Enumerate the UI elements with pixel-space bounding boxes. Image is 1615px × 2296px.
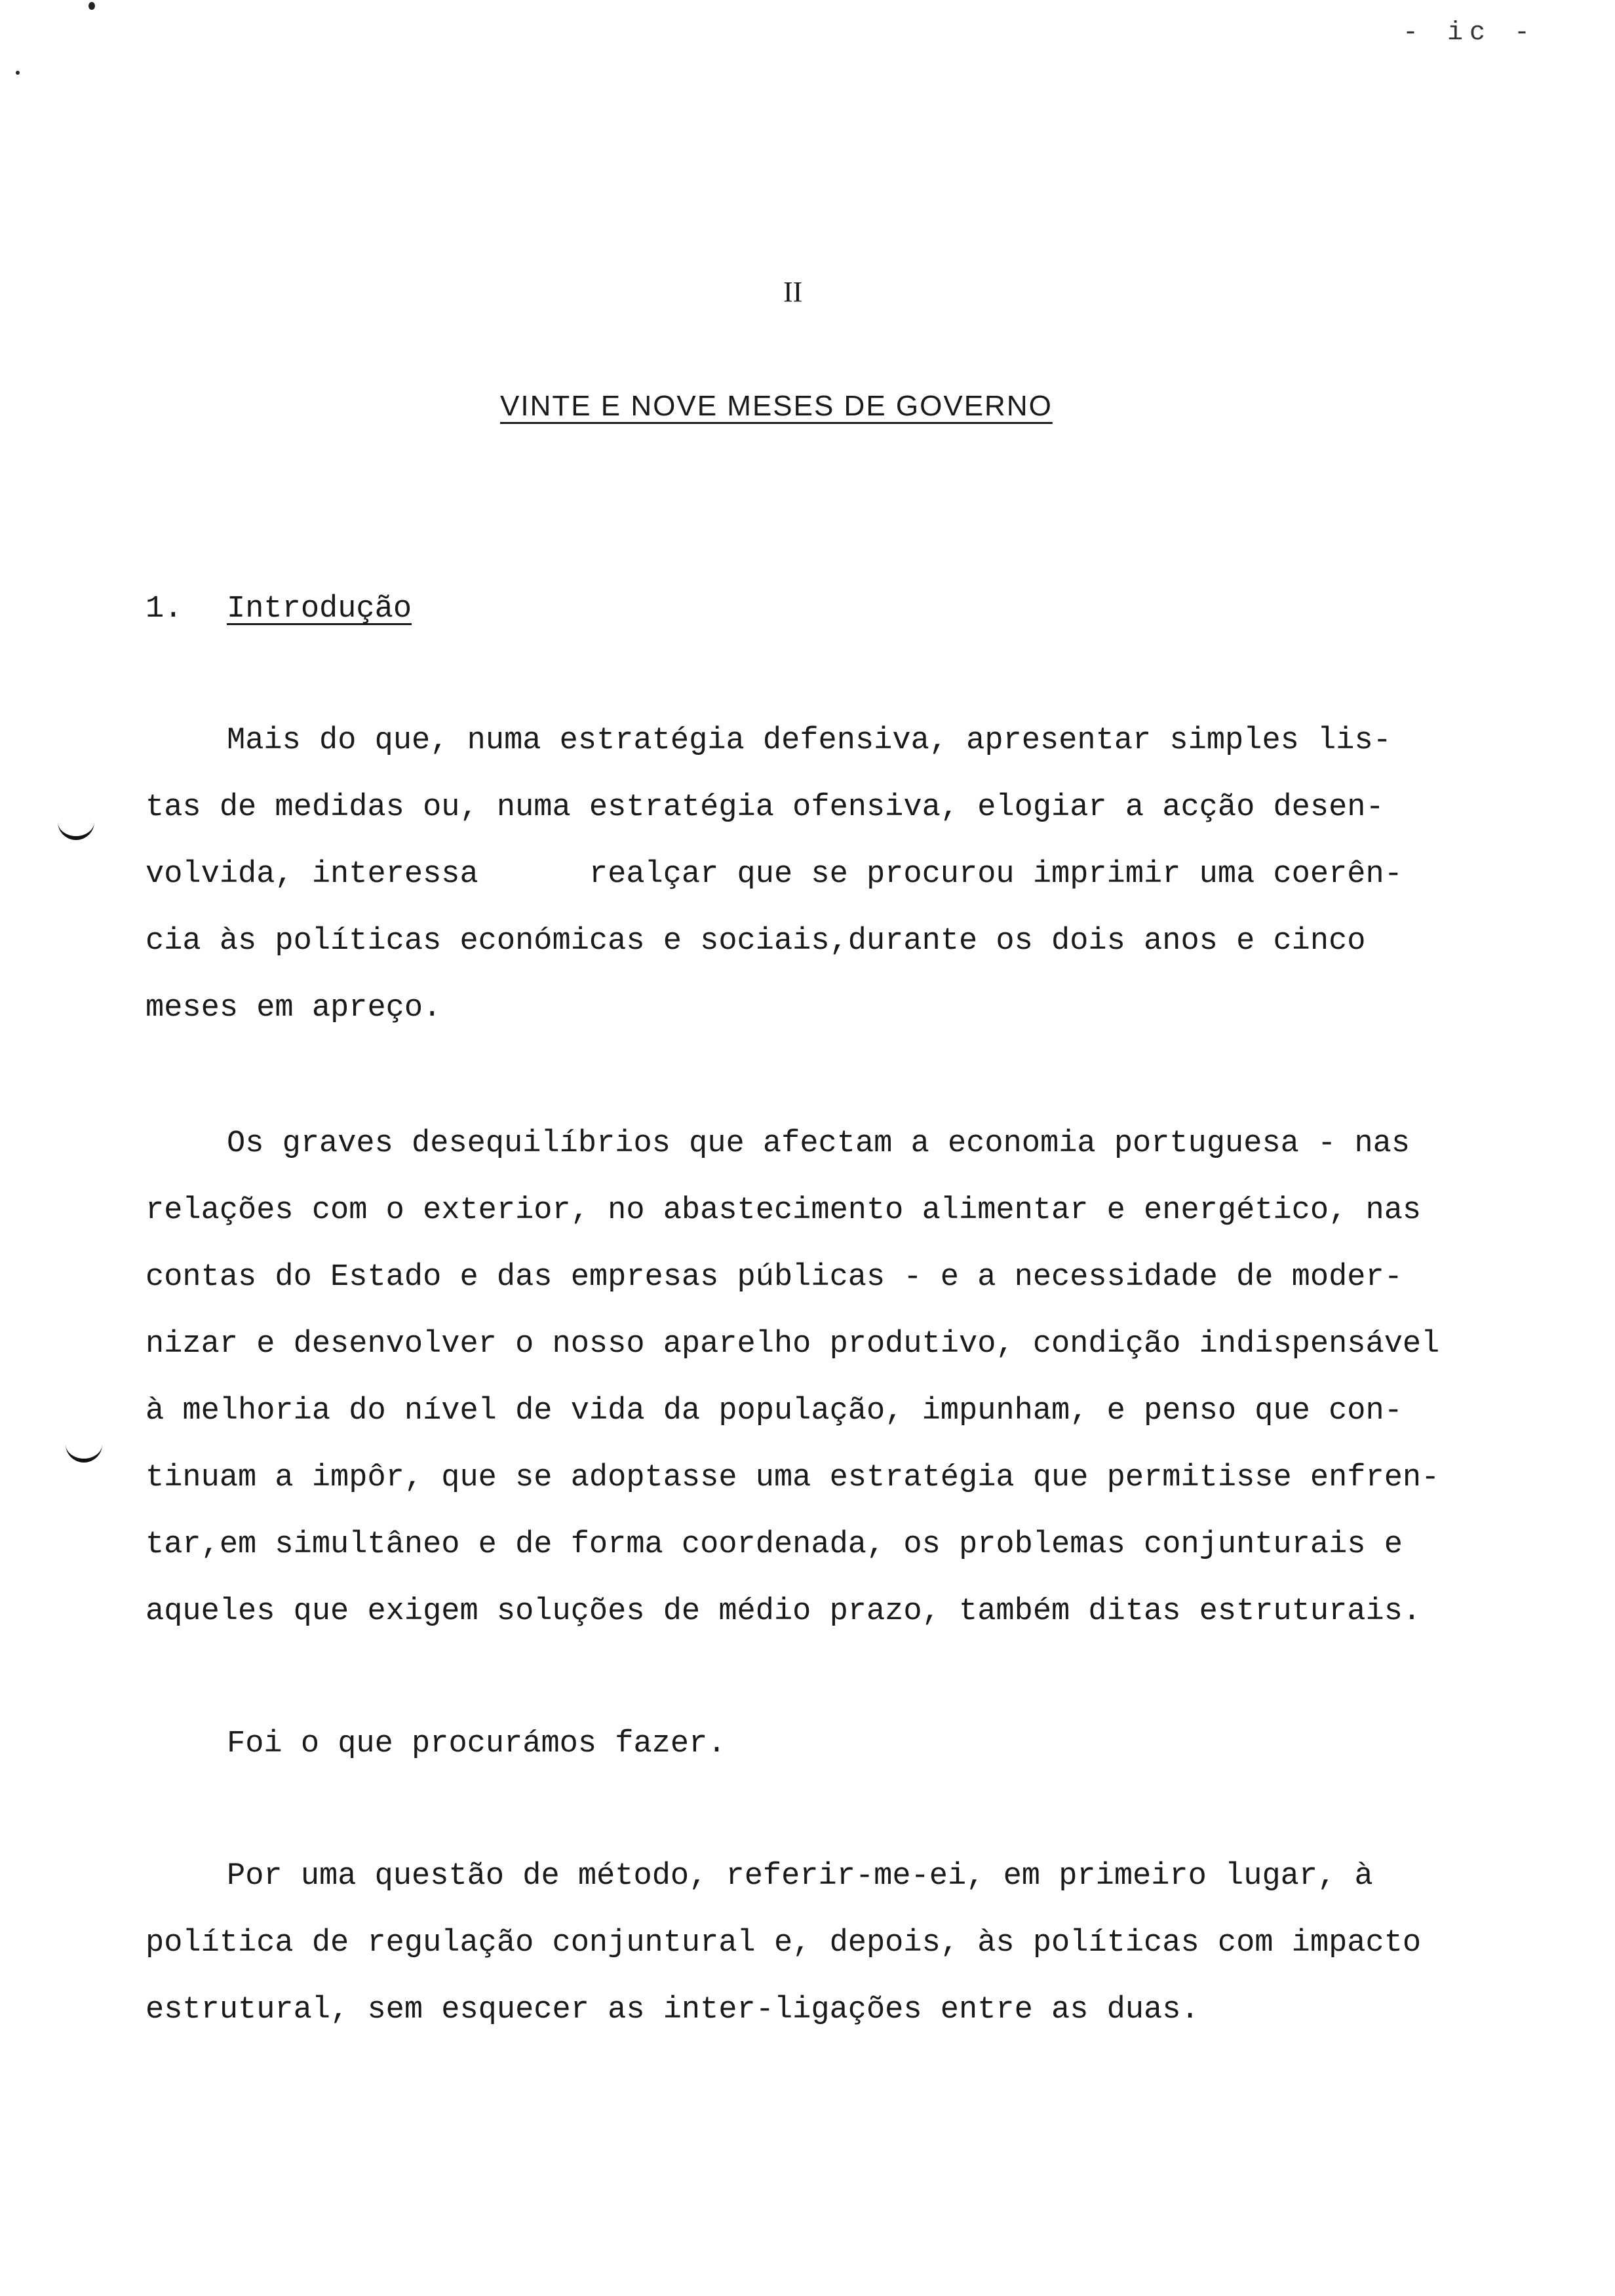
page-number: - ic -: [1403, 18, 1537, 48]
paragraph-line: meses em apreço.: [146, 991, 442, 1025]
margin-bracket-mark: [66, 1435, 102, 1463]
paragraph-line: volvida, interessa realçar que se procurou imprimir uma coerên-: [146, 857, 1403, 892]
paragraph-line: tas de medidas ou, numa estratégia ofensiva, elogiar a acção desen-: [146, 790, 1384, 825]
paragraph-line: Foi o que procurámos fazer.: [227, 1727, 726, 1761]
paragraph-line: tinuam a impôr, que se adoptasse uma estratégia que permitisse enfren-: [146, 1461, 1440, 1495]
paragraph-line: nizar e desenvolver o nosso aparelho produtivo, condição indispensável: [146, 1327, 1440, 1362]
section-title: Introdução: [227, 592, 412, 626]
section-heading: [146, 592, 412, 626]
paragraph-line: Por uma questão de método, referir-me-ei, em primeiro lugar, à: [227, 1859, 1373, 1894]
paragraph-2: [146, 1111, 1535, 1645]
paragraph-4: [146, 1843, 1535, 2044]
ink-speck: [88, 2, 95, 10]
paragraph-3: [146, 1711, 1535, 1778]
paragraph-line: estrutural, sem esquecer as inter-ligações entre as duas.: [146, 1993, 1199, 2027]
paragraph-line: contas do Estado e das empresas públicas - e a necessidade de moder-: [146, 1260, 1403, 1295]
paragraph-line: cia às políticas económicas e sociais,durante os dois anos e cinco: [146, 924, 1366, 959]
paragraph-line: relações com o exterior, no abastecimento alimentar e energético, nas: [146, 1193, 1422, 1228]
paragraph-1: [146, 708, 1535, 1042]
paragraph-line: Os graves desequilíbrios que afectam a economia portuguesa - nas: [227, 1126, 1411, 1161]
chapter-numeral: II: [783, 276, 803, 308]
ink-speck: [16, 71, 20, 75]
paragraph-line: tar,em simultâneo e de forma coordenada, os problemas conjunturais e: [146, 1527, 1403, 1562]
section-number: 1.: [146, 592, 183, 626]
paragraph-line: Mais do que, numa estratégia defensiva, apresentar simples lis-: [227, 723, 1391, 758]
margin-bracket-mark: [58, 813, 94, 840]
paragraph-line: aqueles que exigem soluções de médio prazo, também ditas estruturais.: [146, 1594, 1422, 1629]
chapter-title: VINTE E NOVE MESES DE GOVERNO: [500, 390, 1053, 422]
paragraph-line: política de regulação conjuntural e, depois, às políticas com impacto: [146, 1926, 1422, 1961]
paragraph-line: à melhoria do nível de vida da população, impunham, e penso que con-: [146, 1394, 1403, 1428]
